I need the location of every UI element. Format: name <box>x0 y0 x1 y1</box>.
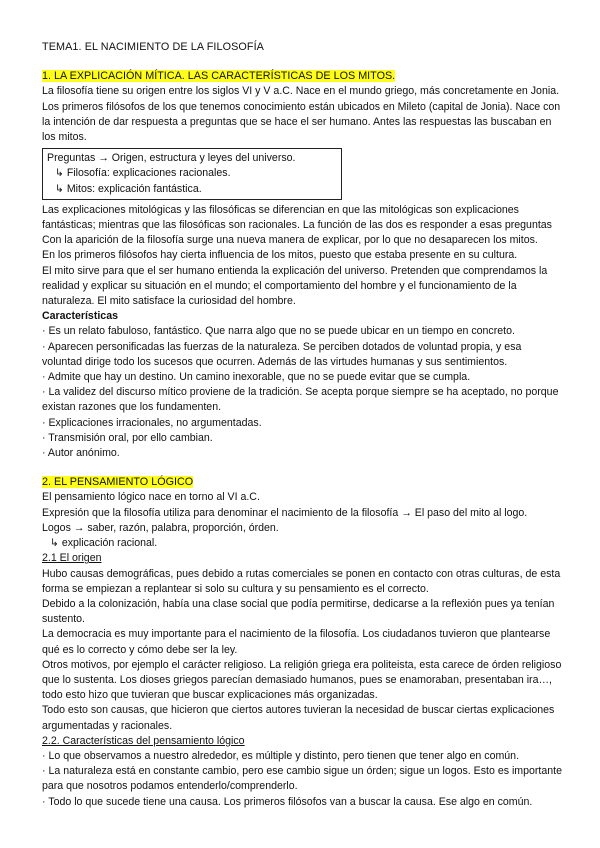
characteristic-item: · Aparecen personificadas las fuerzas de la naturaleza. Se perciben dotados de voluntad propia, y esa voluntad dirige todo los sucesos que ocurren. Además de las virtudes humanas y sus sentimientos. <box>42 340 522 368</box>
origin-paragraph-2: Debido a la colonización, había una clase social que podía permitirse, dedicarse a la reflexión pues ya tenían sustento. <box>42 597 555 626</box>
section-2-paragraph-2: Expresión que la filosofía utiliza para denominar el nacimiento de la filosofía → El paso del mito al logo. <box>42 506 528 519</box>
characteristic-item: · Transmisión oral, por ello cambian. <box>42 431 213 444</box>
logic-characteristic-item: · Todo lo que sucede tiene una causa. Los primeros filósofos van a buscar la causa. Ese algo en común. <box>42 795 533 808</box>
questions-box-line-1: Preguntas → Origen, estructura y leyes del universo. <box>47 152 296 165</box>
characteristic-item: · Es un relato fabuloso, fantástico. Que narra algo que no se puede ubicar en un tiempo en concreto. <box>42 325 515 338</box>
section-1-paragraph-1: Las explicaciones mitológicas y las filosóficas se diferencian en que las mitológicas son explicaciones fantásticas; mientras que las filosóficas son racionales. La función de las dos es responder a esas preguntas <box>42 203 552 232</box>
characteristic-item: · La validez del discurso mítico proviene de la tradición. Se acepta porque siempre se ha aceptado, no porque existan razones que los fundamenten. <box>42 386 559 414</box>
section-1-paragraph-2: Con la aparición de la filosofía surge una nueva manera de explicar, por lo que no desaparecen los mitos. <box>42 234 538 247</box>
section-spacer <box>42 461 562 475</box>
section-2-heading <box>42 475 562 490</box>
characteristic-item: · Admite que hay un destino. Un camino inexorable, que no se puede evitar que se cumpla. <box>42 371 471 384</box>
section-1-paragraph-4: El mito sirve para que el ser humano entienda la explicación del universo. Pretenden que comprendamos la realidad y explicar su situación en el mundo; el comportamiento del hombre y el funcionamiento de la naturaleza. El mito satisface la curiosidad del hombre. <box>42 264 548 308</box>
questions-box-line-3: ↳ Mitos: explicación fantástica. <box>55 182 202 195</box>
characteristic-item: · Autor anónimo. <box>42 447 120 460</box>
origin-paragraph-4: Otros motivos, por ejemplo el carácter religioso. La religión griega era politeista, esta carece de órden religioso que lo sustenta. Los dioses griegos parecían demasiado humanos, pues se enamoraban, presentaban ira…, todo esto hizo que tuvieran que buscar explicaciones más organizadas. <box>42 658 562 702</box>
origin-paragraph-5: Todo esto son causas, que hicieron que ciertos autores tuvieran la necesidad de buscar ciertas explicaciones argumentadas y racionales. <box>42 704 555 732</box>
section-1-heading-text: 1. LA EXPLICACIÓN MÍTICA. LAS CARACTERÍSTICAS DE LOS MITOS. <box>42 70 396 83</box>
section-1-intro: La filosofía tiene su origen entre los siglos VI y V a.C. Nace en el mundo griego, más concretamente en Jonia. Los primeros filósofos de los que tenemos conocimiento están ubicados en Mileto (capital de Jonia). Nace con la intención de dar respuesta a preguntas que se hace el ser humano. Antes las respuestas las buscaban en los mitos. <box>42 85 561 144</box>
origin-paragraph-3: La democracia es muy importante para el nacimiento de la filosofía. Los ciudadanos tuvieron que plantearse qué es lo correcto y cómo debe ser la ley. <box>42 628 551 656</box>
characteristics-heading: Características <box>42 310 118 323</box>
document-body <box>42 40 562 810</box>
characteristic-item: · Explicaciones irracionales, no argumentadas. <box>42 416 262 429</box>
subsection-characteristics-heading: 2.2. Características del pensamiento lógico <box>42 734 245 747</box>
section-2-heading-text: 2. EL PENSAMIENTO LÓGICO <box>42 476 194 489</box>
section-1-heading <box>42 69 562 84</box>
section-2-paragraph-3: Logos → saber, razón, palabra, proporción, órden. <box>42 521 279 534</box>
section-2-paragraph-1: El pensamiento lógico nace en torno al VI a.C. <box>42 491 260 504</box>
origin-paragraph-1: Hubo causas demográficas, pues debido a rutas comerciales se ponen en contacto con otras culturas, de esta forma se empiezan a replantear si solo su cultura y su pensamiento es el correcto. <box>42 567 561 595</box>
logic-characteristic-item: · Lo que observamos a nuestro alrededor, es múltiple y distinto, pero tienen que tener algo en común. <box>42 749 520 762</box>
document-title: TEMA1. EL NACIMIENTO DE LA FILOSOFÍA <box>42 41 264 53</box>
subsection-origin-heading: 2.1 El origen <box>42 552 102 565</box>
section-1-paragraph-3: En los primeros filósofos hay cierta influencia de los mitos, puesto que estaba presente en su cultura. <box>42 249 518 262</box>
questions-box <box>42 148 342 200</box>
section-2-paragraph-4: ↳ explicación racional. <box>50 537 158 550</box>
logic-characteristic-item: · La naturaleza está en constante cambio, pero ese cambio sigue un órden; sigue un logos. Esto es importante para que nosotros podamos entenderlo/comprenderlo. <box>42 765 562 793</box>
questions-box-line-2: ↳ Filosofía: explicaciones racionales. <box>55 167 231 180</box>
